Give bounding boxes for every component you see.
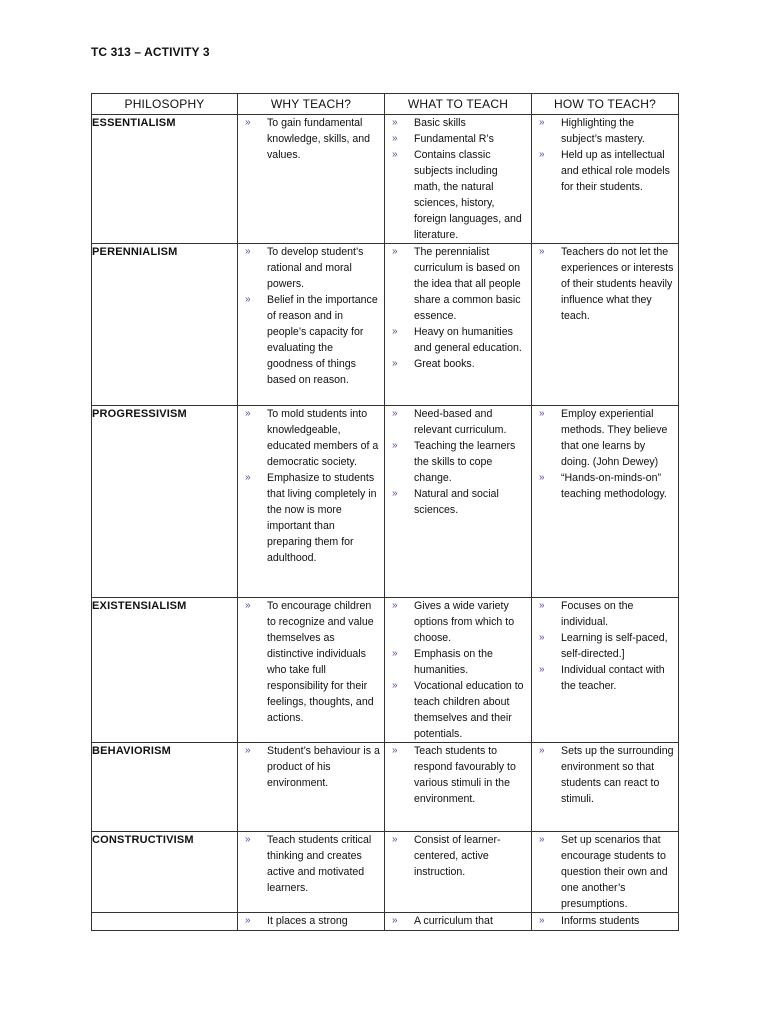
list-item-text: It places a strong xyxy=(267,915,348,927)
bullet-arrow-icon: » xyxy=(245,600,251,611)
list-item-text: To encourage children to recognize and value themselves as distinctive individuals who take full responsibility for their feelings, thoughts, and actions. xyxy=(267,600,374,724)
list-item-text: Emphasis on the humanities. xyxy=(414,648,493,676)
list-item xyxy=(238,598,380,726)
list-item xyxy=(385,131,527,147)
list-item xyxy=(385,356,527,372)
bullet-list xyxy=(532,913,678,929)
list-item xyxy=(385,646,527,678)
why-teach-cell xyxy=(238,115,385,244)
bullet-arrow-icon: » xyxy=(392,326,398,337)
bullet-arrow-icon: » xyxy=(539,472,545,483)
bullet-list xyxy=(385,406,531,518)
table-row xyxy=(92,598,679,743)
bullet-list xyxy=(385,832,531,880)
list-item-text: Focuses on the individual. xyxy=(561,600,634,628)
bullet-arrow-icon: » xyxy=(539,149,545,160)
bullet-arrow-icon: » xyxy=(245,834,251,845)
list-item xyxy=(238,406,380,470)
list-item xyxy=(532,147,674,195)
bullet-list xyxy=(238,743,384,791)
list-item xyxy=(385,115,527,131)
list-item xyxy=(532,630,674,662)
bullet-arrow-icon: » xyxy=(392,133,398,144)
list-item xyxy=(385,743,527,807)
list-item xyxy=(532,406,674,470)
what-to-teach-cell xyxy=(385,115,532,244)
bullet-arrow-icon: » xyxy=(539,915,545,926)
what-to-teach-cell xyxy=(385,598,532,743)
bullet-arrow-icon: » xyxy=(539,632,545,643)
list-item-text: Sets up the surrounding environment so that students can react to stimuli. xyxy=(561,745,674,805)
bullet-arrow-icon: » xyxy=(392,358,398,369)
list-item xyxy=(385,244,527,324)
why-teach-cell xyxy=(238,913,385,931)
list-item-text: Set up scenarios that encourage students to question their own and one another’s presumptions. xyxy=(561,834,668,910)
bullet-list xyxy=(238,244,384,388)
how-to-teach-cell xyxy=(532,913,679,931)
header-what-to-teach: WHAT TO TEACH xyxy=(385,94,532,115)
bullet-arrow-icon: » xyxy=(539,117,545,128)
bullet-list xyxy=(238,406,384,566)
bullet-arrow-icon: » xyxy=(392,915,398,926)
list-item-text: Teach students to respond favourably to various stimuli in the environment. xyxy=(414,745,516,805)
bullet-list xyxy=(532,598,678,694)
bullet-list xyxy=(385,743,531,807)
bullet-arrow-icon: » xyxy=(392,440,398,451)
bullet-list xyxy=(385,913,531,929)
list-item-text: The perennialist curriculum is based on the idea that all people share a common basic essence. xyxy=(414,246,521,322)
bullet-list xyxy=(238,598,384,726)
bullet-list xyxy=(238,913,384,929)
why-teach-cell xyxy=(238,832,385,913)
list-item-text: “Hands-on-minds-on” teaching methodology. xyxy=(561,472,667,500)
list-item xyxy=(238,470,380,566)
list-item-text: Emphasize to students that living completely in the now is more important than preparing them for adulthood. xyxy=(267,472,377,564)
bullet-arrow-icon: » xyxy=(392,246,398,257)
list-item xyxy=(385,678,527,742)
why-teach-cell xyxy=(238,244,385,406)
list-item xyxy=(532,115,674,147)
list-item-text: Learning is self-paced, self-directed.] xyxy=(561,632,668,660)
bullet-list xyxy=(532,115,678,195)
bullet-arrow-icon: » xyxy=(392,408,398,419)
how-to-teach-cell xyxy=(532,244,679,406)
bullet-arrow-icon: » xyxy=(539,834,545,845)
how-to-teach-cell xyxy=(532,115,679,244)
what-to-teach-cell xyxy=(385,743,532,832)
list-item-text: A curriculum that xyxy=(414,915,493,927)
bullet-arrow-icon: » xyxy=(539,246,545,257)
philosophy-table xyxy=(91,93,679,931)
list-item-text: Fundamental R’s xyxy=(414,133,494,145)
list-item xyxy=(238,832,380,896)
list-item-text: Natural and social sciences. xyxy=(414,488,499,516)
philosophy-name: PROGRESSIVISM xyxy=(92,406,238,598)
bullet-arrow-icon: » xyxy=(392,745,398,756)
bullet-list xyxy=(238,115,384,163)
how-to-teach-cell xyxy=(532,598,679,743)
philosophy-name: PERENNIALISM xyxy=(92,244,238,406)
bullet-arrow-icon: » xyxy=(539,745,545,756)
list-item-text: Teaching the learners the skills to cope change. xyxy=(414,440,516,484)
bullet-arrow-icon: » xyxy=(392,488,398,499)
why-teach-cell xyxy=(238,406,385,598)
bullet-list xyxy=(532,832,678,912)
philosophy-name: ESSENTIALISM xyxy=(92,115,238,244)
list-item xyxy=(385,406,527,438)
philosophy-name: BEHAVIORISM xyxy=(92,743,238,832)
table-row xyxy=(92,832,679,913)
bullet-arrow-icon: » xyxy=(392,834,398,845)
bullet-arrow-icon: » xyxy=(539,600,545,611)
list-item-text: Vocational education to teach children about themselves and their potentials. xyxy=(414,680,524,740)
list-item xyxy=(532,913,674,929)
list-item-text: Need-based and relevant curriculum. xyxy=(414,408,507,436)
list-item xyxy=(385,438,527,486)
bullet-arrow-icon: » xyxy=(245,246,251,257)
what-to-teach-cell xyxy=(385,832,532,913)
philosophy-name xyxy=(92,913,238,931)
bullet-arrow-icon: » xyxy=(245,117,251,128)
what-to-teach-cell xyxy=(385,406,532,598)
list-item xyxy=(532,470,674,502)
list-item-text: Gives a wide variety options from which to choose. xyxy=(414,600,515,644)
list-item xyxy=(238,913,380,929)
header-philosophy: PHILOSOPHY xyxy=(92,94,238,115)
bullet-arrow-icon: » xyxy=(245,408,251,419)
what-to-teach-cell xyxy=(385,913,532,931)
how-to-teach-cell xyxy=(532,832,679,913)
list-item xyxy=(532,244,674,324)
table-row xyxy=(92,913,679,931)
how-to-teach-cell xyxy=(532,743,679,832)
list-item-text: Informs students xyxy=(561,915,640,927)
list-item xyxy=(385,598,527,646)
bullet-arrow-icon: » xyxy=(392,680,398,691)
list-item-text: Held up as intellectual and ethical role models for their students. xyxy=(561,149,670,193)
bullet-arrow-icon: » xyxy=(539,408,545,419)
bullet-arrow-icon: » xyxy=(392,600,398,611)
list-item xyxy=(385,324,527,356)
bullet-list xyxy=(238,832,384,896)
header-how-to-teach: HOW TO TEACH? xyxy=(532,94,679,115)
list-item-text: Belief in the importance of reason and in people’s capacity for evaluating the goodness of things based on reason. xyxy=(267,294,378,386)
list-item-text: Contains classic subjects including math, the natural sciences, history, foreign languages, and literature. xyxy=(414,149,522,241)
list-item xyxy=(238,244,380,292)
list-item-text: Consist of learner-centered, active instruction. xyxy=(414,834,501,878)
bullet-arrow-icon: » xyxy=(245,915,251,926)
table-row xyxy=(92,244,679,406)
list-item-text: Highlighting the subject’s mastery. xyxy=(561,117,645,145)
table-row xyxy=(92,406,679,598)
what-to-teach-cell xyxy=(385,244,532,406)
list-item-text: Teach students critical thinking and creates active and motivated learners. xyxy=(267,834,372,894)
why-teach-cell xyxy=(238,598,385,743)
list-item xyxy=(238,743,380,791)
list-item-text: Great books. xyxy=(414,358,475,370)
list-item-text: Teachers do not let the experiences or interests of their students heavily influence what they teach. xyxy=(561,246,674,322)
bullet-arrow-icon: » xyxy=(245,294,251,305)
bullet-list xyxy=(385,598,531,742)
list-item xyxy=(385,832,527,880)
why-teach-cell xyxy=(238,743,385,832)
document-title: TC 313 – ACTIVITY 3 xyxy=(91,45,210,59)
list-item-text: To mold students into knowledgeable, educated members of a democratic society. xyxy=(267,408,379,468)
list-item-text: Student’s behaviour is a product of his environment. xyxy=(267,745,380,789)
list-item-text: To develop student’s rational and moral powers. xyxy=(267,246,364,290)
how-to-teach-cell xyxy=(532,406,679,598)
list-item-text: Individual contact with the teacher. xyxy=(561,664,665,692)
list-item xyxy=(532,662,674,694)
list-item-text: Heavy on humanities and general education. xyxy=(414,326,522,354)
philosophy-name: EXISTENSIALISM xyxy=(92,598,238,743)
list-item xyxy=(532,832,674,912)
list-item-text: Basic skills xyxy=(414,117,466,129)
bullet-arrow-icon: » xyxy=(392,117,398,128)
bullet-list xyxy=(532,743,678,807)
table-row xyxy=(92,743,679,832)
list-item xyxy=(238,115,380,163)
list-item xyxy=(385,147,527,243)
bullet-arrow-icon: » xyxy=(245,745,251,756)
bullet-list xyxy=(532,406,678,502)
list-item xyxy=(238,292,380,388)
bullet-arrow-icon: » xyxy=(392,648,398,659)
list-item-text: Employ experiential methods. They believe that one learns by doing. (John Dewey) xyxy=(561,408,668,468)
header-why-teach: WHY TEACH? xyxy=(238,94,385,115)
list-item xyxy=(385,486,527,518)
table-header-row xyxy=(92,94,679,115)
bullet-arrow-icon: » xyxy=(245,472,251,483)
bullet-arrow-icon: » xyxy=(392,149,398,160)
bullet-arrow-icon: » xyxy=(539,664,545,675)
bullet-list xyxy=(385,115,531,243)
philosophy-name: CONSTRUCTIVISM xyxy=(92,832,238,913)
bullet-list xyxy=(385,244,531,372)
list-item xyxy=(532,598,674,630)
list-item xyxy=(385,913,527,929)
bullet-list xyxy=(532,244,678,324)
table-row xyxy=(92,115,679,244)
list-item-text: To gain fundamental knowledge, skills, and values. xyxy=(267,117,371,161)
list-item xyxy=(532,743,674,807)
